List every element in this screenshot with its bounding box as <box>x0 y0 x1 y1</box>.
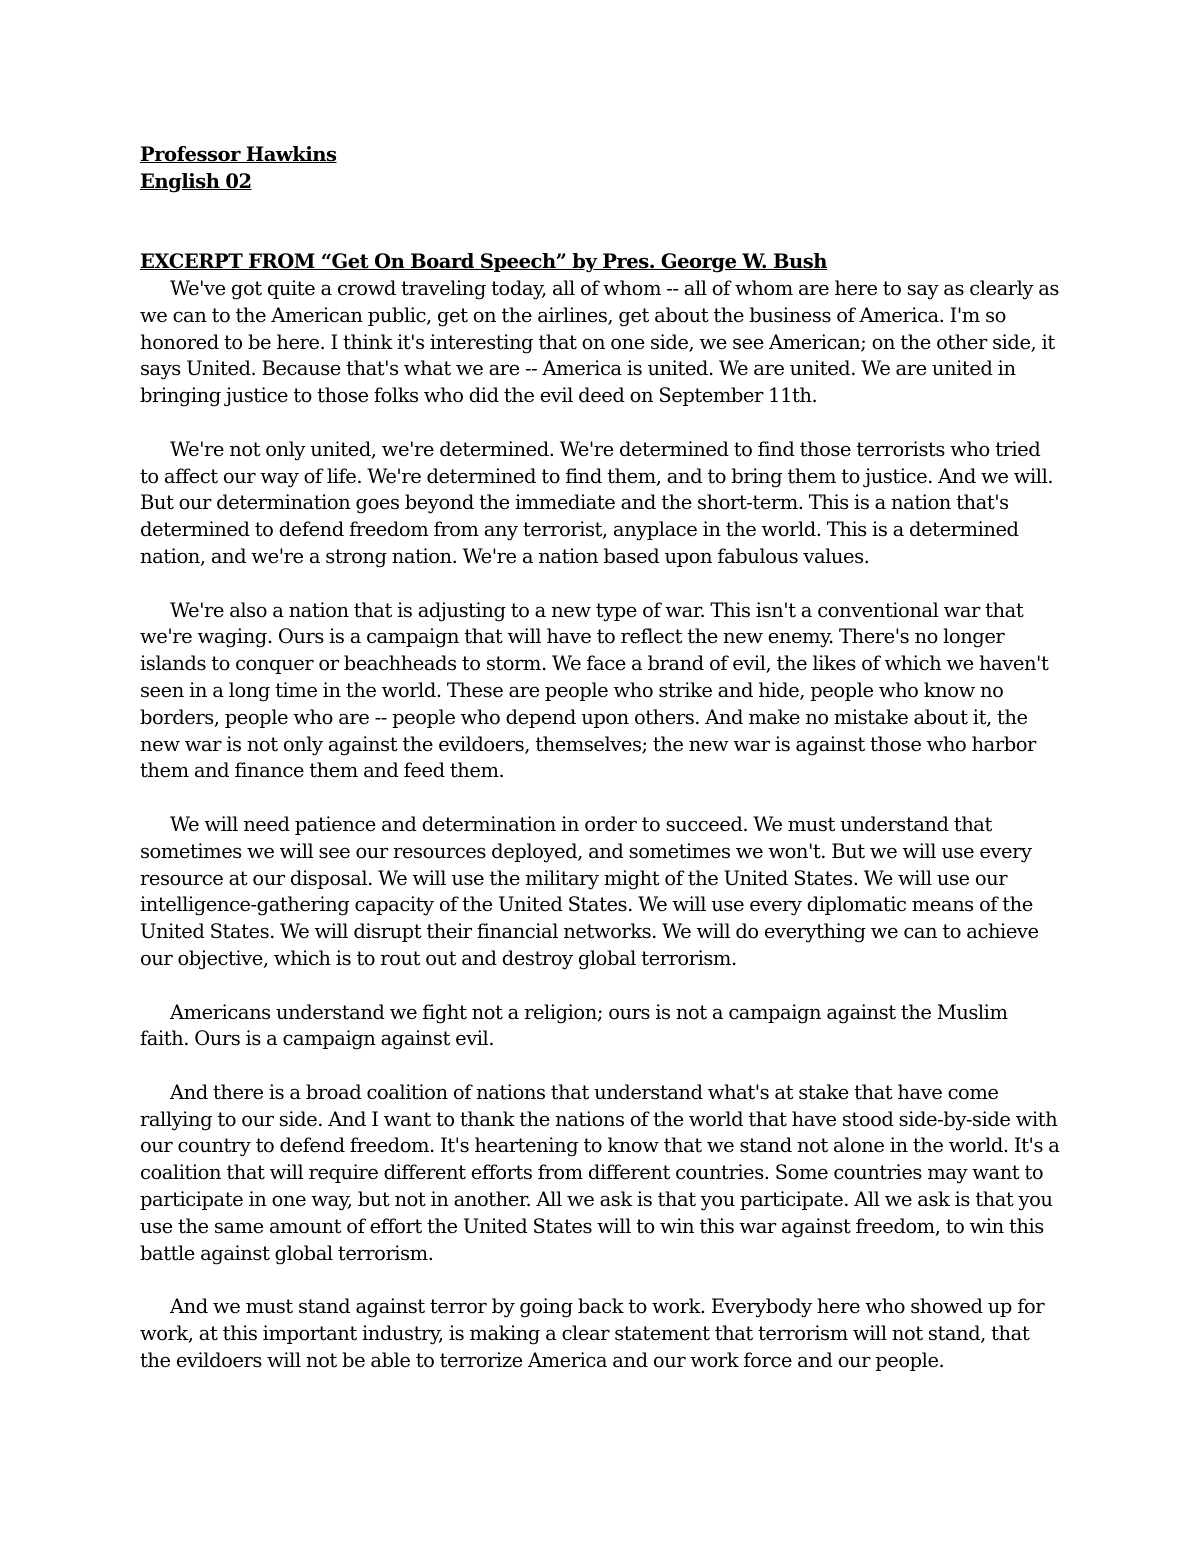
paragraph-1: We've got quite a crowd traveling today, all of whom -- all of whom are here to say as clearly as we can to the American public, get on the airlines, get about the business of America. I'm so honored to be here. I think it's interesting that on one side, we see American; on the other side, it says United. Because that's what we are -- America is united. We are united. We are united in bringing justice to those folks who did the evil deed on September 11th. <box>140 276 1059 408</box>
paragraph-7: And we must stand against terror by going back to work. Everybody here who showed up for work, at this important industry, is making a clear statement that terrorism will not stand, that the evildoers will not be able to terrorize America and our work force and our people. <box>140 1295 1045 1372</box>
paragraph-5: Americans understand we fight not a religion; ours is not a campaign against the Muslim faith. Ours is a campaign against evil. <box>140 1000 1008 1051</box>
document-title: EXCERPT FROM “Get On Board Speech” by Pres. George W. Bush <box>140 250 828 274</box>
paragraph-6: And there is a broad coalition of nations that understand what's at stake that have come rallying to our side. And I want to thank the nations of the world that have stood side-by-side with our country to defend freedom. It's heartening to know that we stand not alone in the world. It's a coalition that will require different efforts from different countries. Some countries may want to participate in one way, but not in another. All we ask is that you participate. All we ask is that you use the same amount of effort the United States will to win this war against freedom, to win this battle against global terrorism. <box>140 1080 1060 1265</box>
professor-name: Professor Hawkins <box>140 143 337 166</box>
header-spacer <box>140 196 1060 250</box>
paragraph-2: We're not only united, we're determined. We're determined to find those terrorists who tried to affect our way of life. We're determined to find them, and to bring them to justice. And we will. But our determination goes beyond the immediate and the short-term. This is a nation that's determined to defend freedom from any terrorist, anyplace in the world. This is a determined nation, and we're a strong nation. We're a nation based upon fabulous values. <box>140 437 1054 568</box>
document-page <box>140 142 1060 1375</box>
paragraph-3: We're also a nation that is adjusting to a new type of war. This isn't a conventional war that we're waging. Ours is a campaign that will have to reflect the new enemy. There's no longer islands to conquer or beachheads to storm. We face a brand of evil, the likes of which we haven't seen in a long time in the world. These are people who strike and hide, people who know no borders, people who are -- people who depend upon others. And make no mistake about it, the new war is not only against the evildoers, themselves; the new war is against those who harbor them and finance them and feed them. <box>140 598 1049 783</box>
course-name: English 02 <box>140 169 252 193</box>
paragraph-4: We will need patience and determination in order to succeed. We must understand that sometimes we will see our resources deployed, and sometimes we won't. But we will use every resource at our disposal. We will use the military might of the United States. We will use our intelligence-gathering capacity of the United States. We will use every diplomatic means of the United States. We will disrupt their financial networks. We will do everything we can to achieve our objective, which is to rout out and destroy global terrorism. <box>140 812 1039 970</box>
